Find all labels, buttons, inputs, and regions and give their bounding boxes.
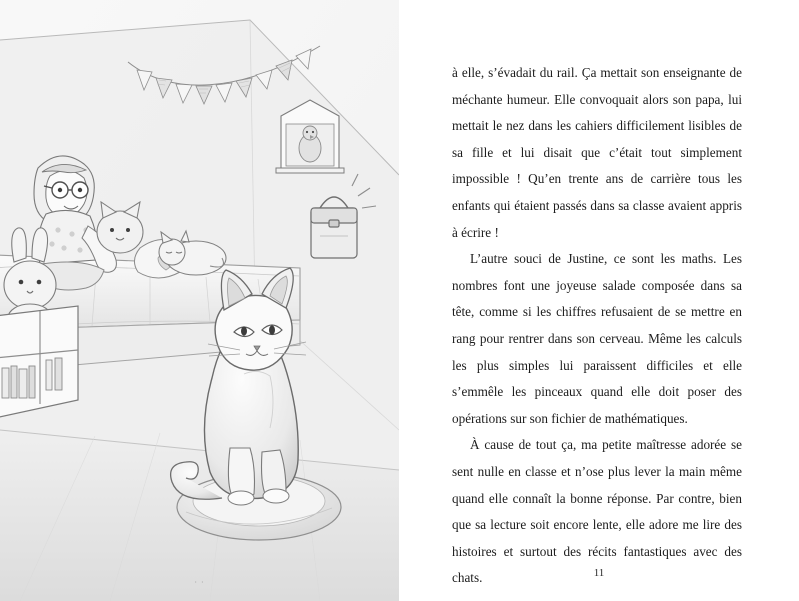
bedroom-illustration xyxy=(0,0,399,601)
illustration-signature: · · xyxy=(194,578,205,587)
paragraph: À cause de tout ça, ma petite maîtresse adorée se sent nulle en classe et n’ose plus lever la main même quand elle connaît la bonne réponse. Par contre, bien que sa lecture soit encore lente, elle adore me lire des histoires et surtout des récits fantastiques avec des chats. xyxy=(452,437,742,586)
book-shelf xyxy=(0,306,78,418)
right-page xyxy=(399,0,799,601)
page-number: 11 xyxy=(593,567,605,579)
paragraph: L’autre souci de Justine, ce sont les maths. Les nombres font une joyeuse salade composée dans sa tête, comme si les chiffres refusaient de se mettre en rang pour rentrer dans son cerveau. Même les calculs les plus simples lui paraissent difficiles et elle s’emmêle les pinceaux quand elle doit poser des opérations sur son fichier de mathématiques. xyxy=(452,251,742,426)
left-page xyxy=(0,0,399,601)
body-text xyxy=(452,60,742,592)
paragraph: à elle, s’évadait du rail. Ça mettait son enseignante de méchante humeur. Elle convoquait alors son papa, lui mettait le nez dans les cahiers difficilement lisibles de sa fille et lui disait que c’était tout simplement impossible ! Qu’en trente ans de carrière tous les enfants qui étaient passés dans sa classe avaient appris à écrire ! xyxy=(452,65,742,240)
